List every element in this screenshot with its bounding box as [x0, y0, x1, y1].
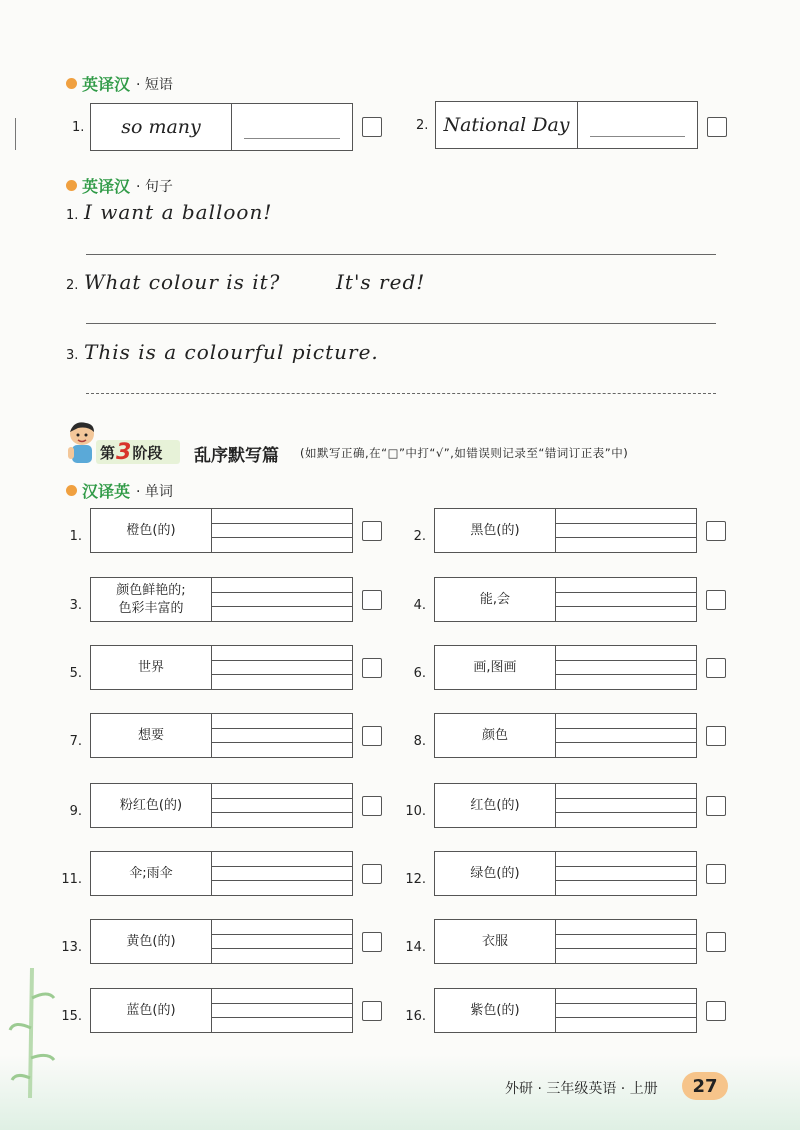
word-item	[56, 916, 426, 976]
answer-line[interactable]	[555, 812, 696, 813]
word-box	[434, 851, 697, 896]
chinese-word: 黑色(的)	[435, 509, 556, 552]
answer-line[interactable]	[211, 1017, 352, 1018]
item-number: 9.	[69, 804, 82, 819]
check-box[interactable]	[706, 932, 726, 952]
check-box[interactable]	[362, 521, 382, 541]
section-header-words	[66, 479, 173, 502]
item-number: 1.	[69, 529, 82, 544]
item-number: 6.	[413, 666, 426, 681]
chinese-word: 颜色鲜艳的; 色彩丰富的	[91, 578, 212, 621]
word-box	[90, 988, 353, 1033]
word-item	[56, 780, 426, 840]
answer-line[interactable]	[211, 523, 352, 524]
word-item	[400, 574, 770, 634]
answer-line[interactable]	[211, 742, 352, 743]
item-number: 14.	[405, 940, 426, 955]
check-box[interactable]	[362, 726, 382, 746]
answer-line[interactable]	[555, 866, 696, 867]
item-number: 4.	[413, 598, 426, 613]
word-box	[90, 783, 353, 828]
sentence-text: What colour is it?	[84, 270, 281, 294]
check-box[interactable]	[362, 796, 382, 816]
bullet-icon	[66, 180, 77, 191]
word-box	[434, 645, 697, 690]
answer-line[interactable]	[555, 592, 696, 593]
word-box	[90, 508, 353, 553]
chinese-word: 想要	[91, 714, 212, 757]
stage-prefix: 第	[100, 443, 116, 462]
item-number: 15.	[61, 1009, 82, 1024]
word-box	[434, 577, 697, 622]
chinese-word: 伞;雨伞	[91, 852, 212, 895]
phrase-word: National Day	[436, 102, 578, 148]
word-item	[400, 642, 770, 702]
book-title: 外研 · 三年级英语 · 上册	[505, 1081, 658, 1097]
sentence-text: This is a colourful picture.	[84, 340, 379, 364]
word-box	[90, 645, 353, 690]
chinese-word: 红色(的)	[435, 784, 556, 827]
chinese-word: 黄色(的)	[91, 920, 212, 963]
bullet-icon	[66, 78, 77, 89]
answer-blank[interactable]	[232, 104, 352, 150]
stage-badge	[96, 440, 180, 464]
answer-blank[interactable]	[578, 102, 697, 148]
chinese-word: 绿色(的)	[435, 852, 556, 895]
item-number: 3.	[66, 348, 79, 363]
word-box	[90, 577, 353, 622]
answer-line[interactable]	[211, 606, 352, 607]
section-title: 英译汉	[82, 75, 131, 94]
phrase-box	[90, 103, 353, 151]
word-item	[400, 780, 770, 840]
margin-mark	[15, 118, 16, 150]
answer-line[interactable]	[86, 323, 716, 324]
stage-title: 乱序默写篇	[194, 446, 279, 466]
answer-line[interactable]	[555, 728, 696, 729]
word-item	[56, 642, 426, 702]
answer-line[interactable]	[555, 674, 696, 675]
item-number: 13.	[61, 940, 82, 955]
chinese-word: 衣服	[435, 920, 556, 963]
chinese-word: 粉红色(的)	[91, 784, 212, 827]
chinese-word: 紫色(的)	[435, 989, 556, 1032]
item-number: 1.	[66, 208, 79, 223]
word-box	[434, 713, 697, 758]
item-number: 5.	[69, 666, 82, 681]
check-box[interactable]	[706, 726, 726, 746]
sentence-text: I want a balloon!	[84, 200, 273, 224]
answer-line[interactable]	[86, 393, 716, 394]
answer-line[interactable]	[555, 934, 696, 935]
check-box[interactable]	[706, 658, 726, 678]
section-title: 汉译英	[82, 482, 131, 501]
phrase-box	[435, 101, 698, 149]
item-number: 8.	[413, 734, 426, 749]
check-box[interactable]	[362, 117, 382, 137]
word-box	[434, 988, 697, 1033]
answer-line[interactable]	[211, 660, 352, 661]
check-box[interactable]	[706, 864, 726, 884]
chinese-word: 蓝色(的)	[91, 989, 212, 1032]
section-subtitle: · 句子	[136, 178, 173, 195]
item-number: 1.	[72, 120, 85, 135]
answer-line[interactable]	[211, 880, 352, 881]
bullet-icon	[66, 485, 77, 496]
word-item	[56, 848, 426, 908]
answer-line[interactable]	[555, 948, 696, 949]
check-box[interactable]	[362, 1001, 382, 1021]
answer-line[interactable]	[211, 934, 352, 935]
word-item	[400, 848, 770, 908]
page-number: 27	[682, 1072, 728, 1100]
item-number: 2.	[66, 278, 79, 293]
chinese-word: 橙色(的)	[91, 509, 212, 552]
chinese-word: 画,图画	[435, 646, 556, 689]
stage-number: 3	[116, 439, 132, 465]
answer-line[interactable]	[555, 660, 696, 661]
section-subtitle: · 单词	[136, 483, 173, 500]
item-number: 2.	[416, 118, 429, 133]
check-box[interactable]	[362, 864, 382, 884]
answer-line[interactable]	[211, 674, 352, 675]
word-item	[400, 710, 770, 770]
section-header-sentences	[66, 174, 173, 197]
answer-line[interactable]	[211, 592, 352, 593]
chinese-word: 颜色	[435, 714, 556, 757]
sentence-text-2: It's red!	[336, 270, 426, 294]
answer-line[interactable]	[211, 812, 352, 813]
footer-band	[0, 1055, 800, 1130]
check-box[interactable]	[706, 590, 726, 610]
stage-suffix: 阶段	[132, 443, 163, 462]
word-box	[90, 919, 353, 964]
item-number: 11.	[61, 872, 82, 887]
item-number: 12.	[405, 872, 426, 887]
answer-line[interactable]	[555, 1017, 696, 1018]
word-box	[434, 508, 697, 553]
word-box	[434, 919, 697, 964]
answer-line[interactable]	[555, 523, 696, 524]
answer-line[interactable]	[211, 1003, 352, 1004]
answer-line[interactable]	[211, 866, 352, 867]
item-number: 2.	[413, 529, 426, 544]
check-box[interactable]	[706, 521, 726, 541]
section-title: 英译汉	[82, 177, 131, 196]
answer-line[interactable]	[211, 537, 352, 538]
answer-line[interactable]	[555, 798, 696, 799]
chinese-word: 世界	[91, 646, 212, 689]
word-item	[56, 505, 426, 565]
answer-line[interactable]	[555, 1003, 696, 1004]
word-box	[90, 713, 353, 758]
answer-line[interactable]	[211, 728, 352, 729]
answer-line[interactable]	[86, 254, 716, 255]
check-box[interactable]	[706, 1001, 726, 1021]
word-item	[400, 916, 770, 976]
bamboo-icon	[8, 968, 58, 1098]
check-box[interactable]	[707, 117, 727, 137]
word-item	[400, 505, 770, 565]
word-item	[56, 985, 426, 1045]
answer-line[interactable]	[211, 948, 352, 949]
word-box	[434, 783, 697, 828]
answer-line[interactable]	[555, 742, 696, 743]
answer-line[interactable]	[555, 880, 696, 881]
answer-line[interactable]	[211, 798, 352, 799]
word-box	[90, 851, 353, 896]
item-number: 10.	[405, 804, 426, 819]
item-number: 7.	[69, 734, 82, 749]
answer-line[interactable]	[555, 606, 696, 607]
section-subtitle: · 短语	[136, 76, 173, 93]
check-box[interactable]	[362, 658, 382, 678]
word-item	[56, 574, 426, 634]
phrase-word: so many	[91, 104, 232, 150]
answer-line[interactable]	[555, 537, 696, 538]
check-box[interactable]	[362, 932, 382, 952]
stage-note: (如默写正确,在“□”中打“√”,如错误则记录至“错词订正表”中)	[300, 446, 629, 460]
check-box[interactable]	[362, 590, 382, 610]
item-number: 3.	[69, 598, 82, 613]
check-box[interactable]	[706, 796, 726, 816]
chinese-word: 能,会	[435, 578, 556, 621]
word-item	[400, 985, 770, 1045]
section-header-phrases	[66, 72, 173, 95]
word-item	[56, 710, 426, 770]
item-number: 16.	[405, 1009, 426, 1024]
